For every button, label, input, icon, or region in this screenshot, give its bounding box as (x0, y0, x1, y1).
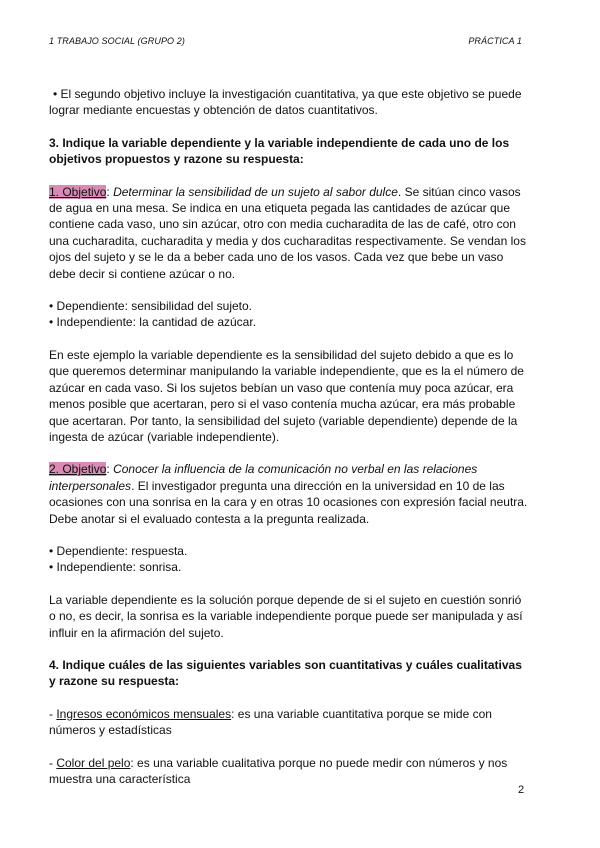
variable-item-hair-color (49, 755, 529, 788)
objective-1-title: Determinar la sensibilidad de un sujeto al sabor dulce (113, 184, 398, 199)
variable-item-hair-color-term: Color del pelo (56, 755, 131, 770)
variable-item-hair-color-text: : es una variable cualitativa porque no puede medir con números y nos muestra una característica (49, 755, 508, 786)
intro-bullet: • El segundo objetivo incluye la investigación cuantitativa, ya que este objetivo se puede lograr mediante encuestas y obtención de datos cuantitativos. (49, 87, 522, 118)
objective-2-explanation: La variable dependiente es la solución porque depende de si el sujeto en cuestión sonrió o no, es decir, la sonrisa es la variable independiente porque puede ser manipulada y así influir en la afirmación del sujeto. (49, 592, 523, 640)
document-body (49, 86, 529, 787)
question-3-heading: 3. Indique la variable dependiente y la variable independiente de cada uno de los objetivos propuestos y razone su respuesta: (49, 135, 510, 167)
variable-item-income-dash: - (49, 706, 57, 721)
objective-1-explanation: En este ejemplo la variable dependiente es la sensibilidad del sujeto debido a que es lo que queremos determinar manipulando la variable independiente, que es la el número de azúcar en cada vaso. Si los sujetos bebían un vaso que contenía muy poca azúcar, era menos posible que acertaran, pero si el vaso contenía mucha azúcar, era más probable que acertaran. Por tanto, la sensibilidad del sujeto (variable dependiente) depende de la ingesta de azúcar (variable independiente). (49, 347, 524, 444)
objective-1-independent: • Independiente: la cantidad de azúcar. (49, 315, 257, 330)
header-right: PRÁCTICA 1 (468, 36, 522, 46)
objective-2-paragraph (49, 461, 529, 527)
objective-2-label: 2. Objetivo (49, 462, 107, 477)
header-left: 1 TRABAJO SOCIAL (GRUPO 2) (49, 36, 185, 46)
variable-item-income-text: : es una variable cuantitativa porque se mide con números y estadísticas (49, 706, 492, 738)
objective-1-colon: : (106, 184, 110, 199)
variable-item-income (49, 706, 529, 739)
objective-1-paragraph (49, 184, 529, 282)
objective-1-dependent: • Dependiente: sensibilidad del sujeto. (49, 299, 253, 314)
objective-2-title: Conocer la influencia de la comunicación no verbal en las relaciones interpersonales (49, 462, 478, 493)
objective-2-dependent: • Dependiente: respuesta. (49, 543, 188, 558)
question-4-heading: 4. Indique cuáles de las siguientes variables son cuantitativas y cuáles cualitativas y razone su respuesta: (49, 657, 522, 689)
variable-item-hair-color-dash: - (49, 755, 57, 770)
variable-item-income-term: Ingresos económicos mensuales (56, 706, 232, 721)
objective-2-text: . El investigador pregunta una dirección en la universidad en 10 de las ocasiones con una sonrisa en la cara y en otras 10 ocasiones con expresión facial neutra. Debe anotar si el evaluado contesta a la pregunta realizada. (49, 478, 528, 526)
objective-1-text: . Se sitúan cinco vasos de agua en una mesa. Se indica en una etiqueta pegada las cantidades de azúcar que contiene cada vaso, uno sin azúcar, otro con media cucharadita de las de café, otro con una cucharadita, cucharadita y media y dos cucharaditas respectivamente. Se vendan los ojos del sujeto y se le da a beber cada uno de los vasos. Cada vez que bebe un vaso debe decir si contiene azúcar o no. (49, 184, 526, 281)
objective-2-independent: • Independiente: sonrisa. (49, 560, 182, 575)
page-number: 2 (518, 784, 525, 796)
objective-1-label: 1. Objetivo (49, 184, 107, 199)
objective-2-colon: : (106, 462, 110, 477)
